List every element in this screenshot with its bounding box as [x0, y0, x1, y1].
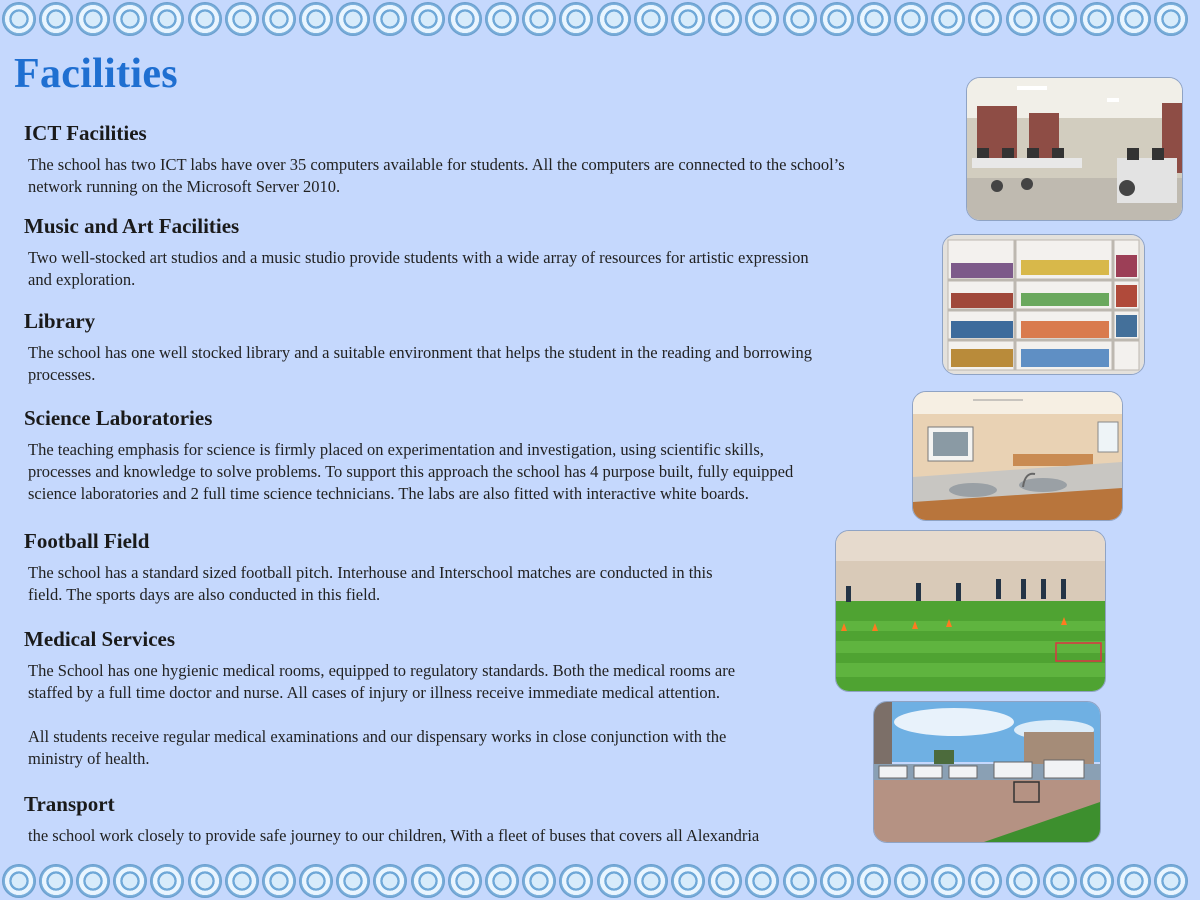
ring-ornament — [1080, 864, 1114, 898]
ring-ornament — [1117, 864, 1151, 898]
ring-ornament — [894, 2, 928, 36]
ring-ornament — [522, 864, 556, 898]
text-line: staffed by a full time doctor and nurse. All cases of injury or illness receive immediate medical attention. — [28, 683, 721, 702]
page-title: Facilities — [14, 51, 178, 97]
ring-ornament — [671, 2, 705, 36]
text-line: field. The sports days are also conducted in this field. — [28, 585, 381, 604]
ring-ornament — [820, 864, 854, 898]
text-line: science laboratories and 2 full time science technicians. The labs are also fitted with interactive white boards. — [28, 484, 749, 503]
ring-ornament — [485, 864, 519, 898]
text-line: processes and knowledge to solve problems. To support this approach the school has 4 purpose built, fully equipped — [28, 462, 794, 481]
football-field-heading: Football Field — [24, 529, 150, 553]
ring-ornament — [188, 2, 222, 36]
music-art-text — [28, 247, 809, 291]
ring-ornament — [1006, 864, 1040, 898]
library-heading: Library — [24, 309, 96, 333]
music-art-heading: Music and Art Facilities — [24, 214, 240, 238]
ring-ornament — [188, 864, 222, 898]
ring-ornament — [522, 2, 556, 36]
ring-ornament — [597, 864, 631, 898]
ring-ornament — [783, 864, 817, 898]
ring-ornament — [39, 2, 73, 36]
ring-ornament — [299, 864, 333, 898]
ring-ornament — [559, 2, 593, 36]
ring-ornament — [76, 2, 110, 36]
ring-ornament — [225, 864, 259, 898]
ring-ornament — [411, 2, 445, 36]
ring-ornament — [597, 2, 631, 36]
text-line: processes. — [28, 365, 96, 384]
ring-ornament — [448, 864, 482, 898]
text-line: The school has a standard sized football pitch. Interhouse and Interschool matches are conducted in this — [28, 563, 713, 582]
ring-ornament — [1043, 2, 1077, 36]
ring-ornament — [113, 864, 147, 898]
text-line: network running on the Microsoft Server 2010. — [28, 177, 341, 196]
library-text — [28, 342, 812, 386]
ring-ornament — [1117, 2, 1151, 36]
ring-ornament — [2, 864, 36, 898]
ict-facilities-text — [28, 154, 845, 198]
transport-text — [28, 825, 759, 847]
school-bus-fleet-photo — [873, 701, 1101, 843]
ring-ornament — [968, 864, 1002, 898]
science-laboratories-text — [28, 439, 793, 505]
bottom-decorative-border — [0, 862, 1200, 900]
science-lab-photo — [912, 391, 1123, 521]
ring-ornament — [1154, 2, 1188, 36]
medical-services-text-2 — [28, 726, 726, 770]
ring-ornament — [2, 2, 36, 36]
football-field-photo — [835, 530, 1106, 692]
ring-ornament — [634, 2, 668, 36]
computer-lab-photo — [966, 77, 1183, 221]
ring-ornament — [708, 864, 742, 898]
ring-ornament — [113, 2, 147, 36]
ring-ornament — [559, 864, 593, 898]
text-line: The school has two ICT labs have over 35 computers available for students. All the computers are connected to the school’s — [28, 155, 845, 174]
text-line: the school work closely to provide safe journey to our children, With a fleet of buses that covers all Alexandria — [28, 826, 760, 845]
text-line: ministry of health. — [28, 749, 150, 768]
football-field-text — [28, 562, 713, 606]
ring-ornament — [708, 2, 742, 36]
ring-ornament — [150, 864, 184, 898]
ring-ornament — [1154, 864, 1188, 898]
ring-ornament — [671, 864, 705, 898]
medical-services-heading: Medical Services — [24, 627, 176, 651]
ring-ornament — [336, 864, 370, 898]
ring-ornament — [1043, 864, 1077, 898]
science-laboratories-heading: Science Laboratories — [24, 406, 213, 430]
ring-ornament — [485, 2, 519, 36]
ring-ornament — [894, 864, 928, 898]
ring-ornament — [1080, 2, 1114, 36]
ring-ornament — [745, 864, 779, 898]
ring-ornament — [262, 2, 296, 36]
ring-ornament — [225, 2, 259, 36]
ring-ornament — [448, 2, 482, 36]
ring-ornament — [76, 864, 110, 898]
ring-ornament — [150, 2, 184, 36]
transport-heading: Transport — [24, 792, 115, 816]
ring-ornament — [968, 2, 1002, 36]
ring-ornament — [931, 864, 965, 898]
ring-ornament — [336, 2, 370, 36]
ring-ornament — [820, 2, 854, 36]
ring-ornament — [373, 864, 407, 898]
text-line: The school has one well stocked library and a suitable environment that helps the student in the reading and borrowing — [28, 343, 812, 362]
ring-ornament — [783, 2, 817, 36]
ring-ornament — [634, 864, 668, 898]
text-line: All students receive regular medical examinations and our dispensary works in close conjunction with the — [28, 727, 727, 746]
ring-ornament — [262, 864, 296, 898]
ring-ornament — [39, 864, 73, 898]
text-line: The School has one hygienic medical rooms, equipped to regulatory standards. Both the medical rooms are — [28, 661, 736, 680]
ict-facilities-heading: ICT Facilities — [24, 121, 147, 145]
ring-ornament — [411, 864, 445, 898]
ring-ornament — [857, 864, 891, 898]
ring-ornament — [857, 2, 891, 36]
ring-ornament — [1006, 2, 1040, 36]
ring-ornament — [299, 2, 333, 36]
library-bookshelf-photo — [942, 234, 1145, 375]
medical-services-text — [28, 660, 735, 704]
top-decorative-border — [0, 0, 1200, 38]
text-line: and exploration. — [28, 270, 136, 289]
text-line: The teaching emphasis for science is firmly placed on experimentation and investigation, using scientific skills, — [28, 440, 764, 459]
ring-ornament — [745, 2, 779, 36]
text-line: Two well-stocked art studios and a music studio provide students with a wide array of resources for artistic expression — [28, 248, 809, 267]
ring-ornament — [373, 2, 407, 36]
ring-ornament — [931, 2, 965, 36]
